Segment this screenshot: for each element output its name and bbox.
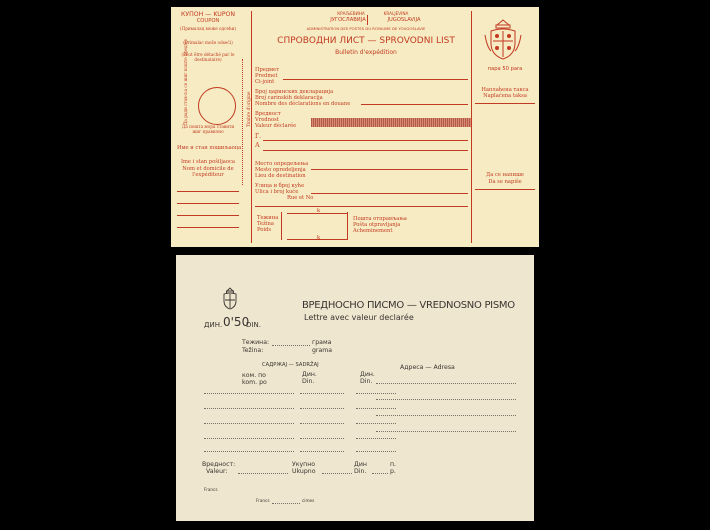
francs-2: Francs xyxy=(256,498,270,503)
price-lat: DIN. xyxy=(246,321,261,329)
no-write-lat: Da se napiše xyxy=(488,179,522,185)
content-row-1a[interactable] xyxy=(204,393,294,394)
perforation-line xyxy=(242,59,243,185)
francs-dots[interactable] xyxy=(272,503,300,504)
separator-line xyxy=(255,206,468,207)
gamma-line[interactable] xyxy=(263,140,468,141)
sender-line-1 xyxy=(177,191,239,192)
detach-note-cyr: (Прималац може одсећи) xyxy=(179,26,237,31)
no-write-line xyxy=(475,189,535,190)
content-row-2c[interactable] xyxy=(356,408,396,409)
a-label: А xyxy=(255,142,260,149)
small-coat-of-arms-icon xyxy=(220,287,240,311)
header-divider xyxy=(367,15,368,25)
content-row-2a[interactable] xyxy=(204,408,294,409)
kom-cyr: ком. по xyxy=(242,372,266,379)
gram-cyr: грама xyxy=(312,339,332,346)
destination-lat: Mesto opredeljenja xyxy=(255,167,306,173)
street-cyr: Улица и број куће xyxy=(255,183,305,189)
din-lat: Din. xyxy=(354,468,367,475)
destination-cyr: Место опредељења xyxy=(255,161,309,167)
kom-lat: kom. po xyxy=(242,379,267,386)
a-line[interactable] xyxy=(263,150,468,151)
stamp-price: пара 50 para xyxy=(487,66,523,72)
coupon-subtitle: COUPON xyxy=(196,18,220,24)
total-cyr: Укупно xyxy=(292,461,316,468)
content-row-3a[interactable] xyxy=(204,423,294,424)
street-line[interactable] xyxy=(311,193,468,194)
field-value-fr: Valeur déclarée xyxy=(255,123,297,129)
field-value-lat: Vrednost xyxy=(255,117,279,123)
post-lat: Pošta otpravljanja xyxy=(353,222,401,228)
detach-note-lat: (Primalac može odseći) xyxy=(183,40,233,45)
total-lat: Ukupno xyxy=(292,468,316,475)
no-write-cyr: Да се напише xyxy=(486,172,524,178)
postage-line xyxy=(475,103,535,104)
price-cyr: ДИН. xyxy=(204,321,223,329)
address-line-3[interactable] xyxy=(376,415,516,416)
content-row-3b[interactable] xyxy=(300,423,344,424)
kg-label-2: k xyxy=(317,235,321,241)
content-row-4c[interactable] xyxy=(356,438,396,439)
din1-cyr: Дин. xyxy=(302,371,317,378)
weight-cyr: Тежина: xyxy=(242,339,270,346)
din1-lat: Din. xyxy=(302,378,315,385)
weight-cyr: Тежина xyxy=(257,215,279,221)
stamp-note: Да ради став-ља се жиг поштe предаје xyxy=(183,39,188,125)
content-row-2b[interactable] xyxy=(300,408,344,409)
weight-line-2[interactable] xyxy=(287,239,347,240)
content-row-5c[interactable] xyxy=(356,451,396,452)
stamp-divider xyxy=(471,11,472,243)
coat-of-arms-icon xyxy=(483,17,523,63)
kg-label-1: k xyxy=(317,208,321,214)
sender-line-4 xyxy=(177,227,239,228)
sender-label-cyr: Име и стан пошиљаоца xyxy=(177,145,242,151)
address-line-4[interactable] xyxy=(376,431,516,432)
coupon-divider xyxy=(251,11,252,243)
weight-line-1[interactable] xyxy=(287,213,347,214)
title-main: ВРЕДНОСНО ПИСМО — VREDNOSNO PISMO xyxy=(302,300,515,311)
weight-dots[interactable] xyxy=(272,345,310,346)
post-divider xyxy=(347,212,348,240)
postage-due-cyr: Наплаћена такса xyxy=(481,87,529,93)
form-title: СПРОВОДНИ ЛИСТ — SPROVODNI LIST xyxy=(277,36,455,46)
coupon-title: КУПОН — KUPON xyxy=(180,11,236,18)
country-cyr: ЈУГОСЛАВИЈА xyxy=(330,17,366,23)
field-value-cyr: Вредност xyxy=(255,111,281,117)
content-header: САДРЖАЈ — SADRŽAJ xyxy=(262,362,319,368)
sender-line-3 xyxy=(177,215,239,216)
sprovodni-list-card xyxy=(171,7,539,247)
p-lat: p. xyxy=(390,468,396,475)
total-dots[interactable] xyxy=(322,473,352,474)
vrednosno-pismo-card xyxy=(176,255,534,521)
field-customs-lat: Broj carinskih deklaracija xyxy=(255,95,323,101)
din-cyr: Дин xyxy=(354,461,367,468)
price-value: 0'50 xyxy=(223,315,250,329)
destination-line[interactable] xyxy=(311,169,468,170)
field-subject-fr: Ci-joint xyxy=(255,79,275,85)
field-subject-lat: Predmet xyxy=(255,73,278,79)
content-row-1b[interactable] xyxy=(300,393,344,394)
street-lat: Ulica i broj kuće xyxy=(255,189,299,195)
form-subtitle: Bulletin d'expédition xyxy=(335,49,397,56)
postmark-circle xyxy=(198,87,236,125)
content-row-5b[interactable] xyxy=(300,451,344,452)
content-row-5a[interactable] xyxy=(204,451,294,452)
sender-line-2 xyxy=(177,203,239,204)
address-line-1[interactable] xyxy=(376,383,516,384)
circle-note: Да поштa мора ставити жиг правилно xyxy=(181,124,235,134)
destination-fr: Lieu de destination xyxy=(255,173,306,179)
gram-lat: grama xyxy=(312,347,333,354)
content-row-1c[interactable] xyxy=(356,393,396,394)
din-dots[interactable] xyxy=(372,473,388,474)
weight-fr: Poids xyxy=(257,227,272,233)
kingdom-lat: KRALJEVINA xyxy=(383,11,409,16)
title-sub: Lettre avec valeur declarée xyxy=(304,313,414,322)
post-fr: Acheminement xyxy=(353,228,393,234)
street-fr: Rue et No xyxy=(287,195,314,201)
content-row-4a[interactable] xyxy=(204,438,294,439)
postage-due-lat: Naplaćena taksa xyxy=(483,93,527,99)
content-row-3c[interactable] xyxy=(356,423,396,424)
administration-line: ADMINISTRATION DES POSTES DU ROYAUME DE YOUGOSLAVIE xyxy=(306,26,426,31)
country-lat: JUGOSLAVIJA xyxy=(387,17,421,23)
field-customs-cyr: Број царинских декларација xyxy=(255,89,334,95)
cimes-label: cimes xyxy=(302,498,315,503)
francs-1: Francs xyxy=(204,487,218,492)
post-cyr: Пошта отправљања xyxy=(353,216,407,222)
value-hatched-box[interactable] xyxy=(311,118,471,127)
timbre-label: Timbre d'origine xyxy=(246,91,251,127)
p-cyr: п. xyxy=(390,461,397,468)
weight-lat: Težina xyxy=(257,221,274,227)
value-cyr: Вредност: xyxy=(202,461,236,468)
address-label: Адреса — Adresa xyxy=(400,364,455,371)
field-customs-fr: Nombre des déclarations en douane xyxy=(255,101,351,107)
weight-divider xyxy=(281,212,282,240)
address-line-2[interactable] xyxy=(376,399,516,400)
value-lat: Valeur: xyxy=(206,468,228,475)
value-dots[interactable] xyxy=(238,473,288,474)
subject-line[interactable] xyxy=(283,79,468,80)
din2-lat: Din. xyxy=(360,378,373,385)
weight-lat: Težina: xyxy=(242,347,264,354)
gamma-label: Г. xyxy=(255,133,262,140)
din2-cyr: Дин. xyxy=(360,371,375,378)
sender-label-fr: Nom et domicile de l'expéditeur xyxy=(182,166,234,178)
sender-label-lat: Ime i stan pošiljaoca xyxy=(180,159,236,165)
kingdom-cyr: КРАЉЕВИНА xyxy=(337,11,365,16)
content-row-4b[interactable] xyxy=(300,438,344,439)
detach-note-fr: (Peut être détaché par le destinataire) xyxy=(181,52,235,62)
field-subject-cyr: Предмет xyxy=(255,67,280,73)
customs-line[interactable] xyxy=(361,104,468,105)
